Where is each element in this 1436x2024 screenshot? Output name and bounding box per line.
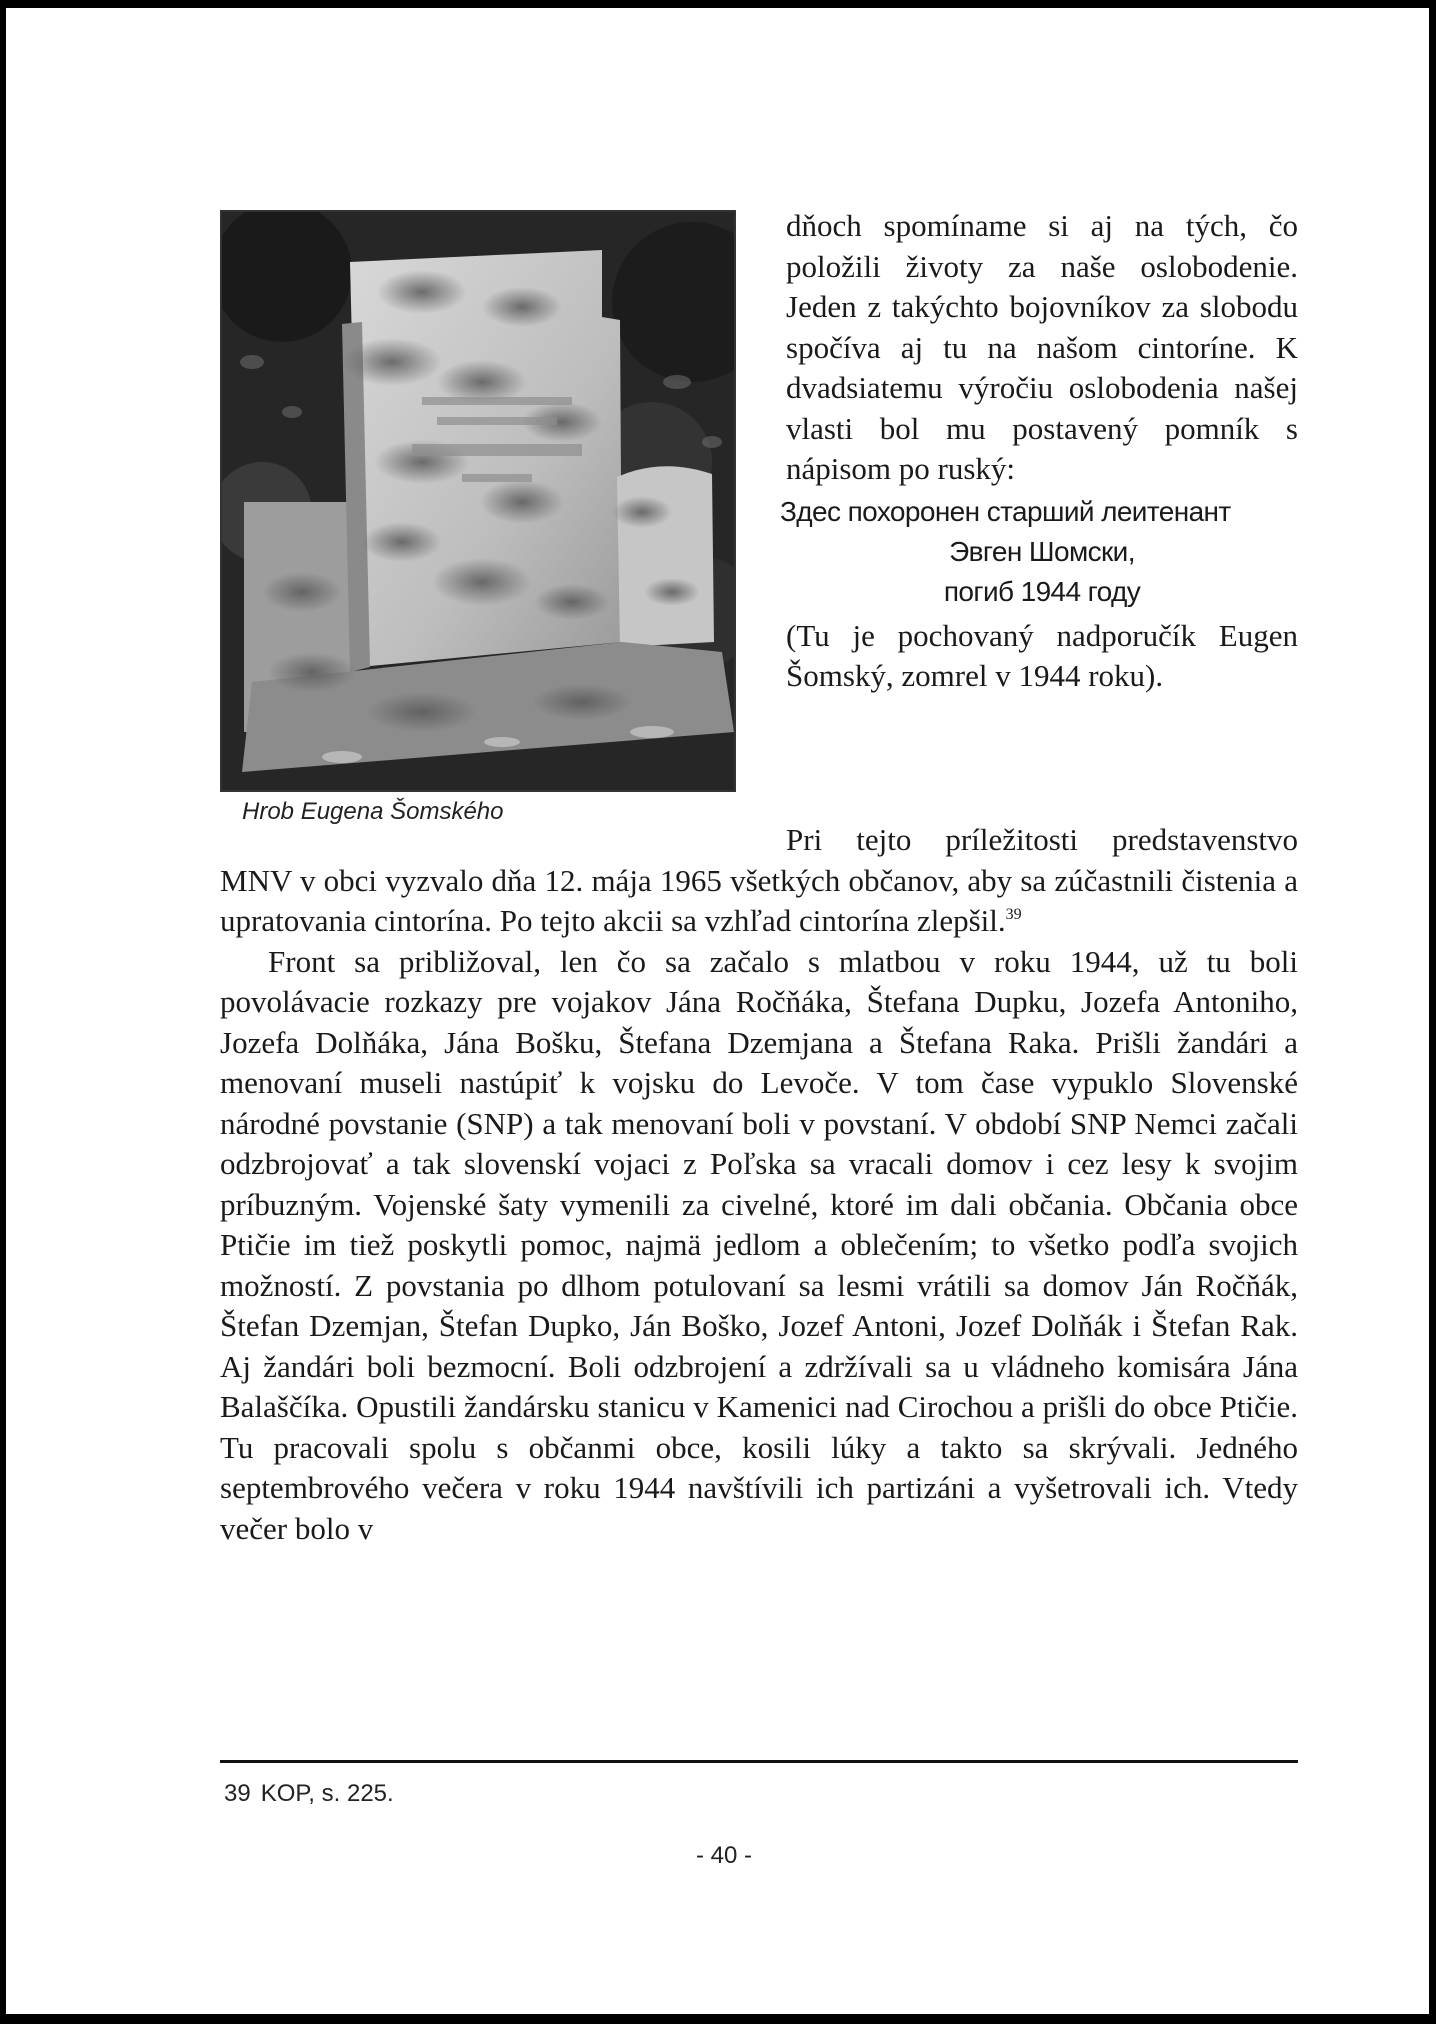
gravestone-photo [220,210,736,792]
paragraph-memorial: dňoch spomíname si aj na tých, čo položili životy za naše oslobodenie. Jeden z takýchto bojovníkov za slobodu spočíva aj tu na našom cintoríne. K dvadsiatemu výročiu oslobodenia našej vlasti bol mu postavený pomník s nápisom po ruský: [786,208,1298,486]
inscription-line-1: Здес похоронен старший леитенант [780,495,1231,527]
paragraph-cemetery-cleanup-text: Pri tejto príležitosti predstavenstvo MNV v obci vyzvalo dňa 12. mája 1965 všetkých občanov, aby sa zúčastnili čistenia a upratovania cintorína. Po tejto akcii sa vzhľad cintorína zlepšil. [220,822,1298,938]
paragraph-translation: (Tu je pochovaný nadporučík Eugen Šomský, zomrel v 1944 roku). [786,617,1298,693]
gravestone-image [222,212,734,790]
right-column-text [780,206,1298,697]
inscription-line-3: погиб 1944 году [943,575,1141,607]
footnote-divider [220,1760,1298,1763]
page-number: - 40 - [695,1842,752,1869]
footnote [224,1780,394,1808]
photo-caption: Hrob Eugena Šomského [242,798,504,825]
main-body-text [220,820,1298,1549]
paragraph-front: Front sa približoval, len čo sa začalo s mlatbou v roku 1944, už tu boli povolávacie rozkazy pre vojakov Jána Ročňáka, Štefana Dupku, Jozefa Antoniho, Jozefa Dolňáka, Jána Bošku, Štefana Dzemjana a Štefana Raka. Prišli žandári a menovaní museli nastúpiť k vojsku do Levoče. V tom čase vypuklo Slovenské národné povstanie (SNP) a tak menovaní boli v povstaní. V období SNP Nemci začali odzbrojovať a tak slovenskí vojaci z Poľska sa vracali domov i cez lesy k svojim príbuzným. Vojenské šaty vymenili za civelné, ktoré im dali občania. Občania obce Ptičie im tiež poskytli pomoc, najmä jedlom a oblečením; to všetko podľa svojich možností. Z povstania po dlhom potulovaní sa lesmi vrátili sa domov Ján Ročňák, Štefan Dzemjan, Štefan Dupko, Ján Boško, Jozef Antoni, Jozef Dolňák i Štefan Rak. Aj žandári boli bezmocní. Boli odzbrojení a zdržívali sa u vládneho komisára Jána Balaščíka. Opustili žandársku stanicu v Kamenici nad Cirochou a prišli do obce Ptičie. Tu pracovali spolu s občanmi obce, kosili lúky a takto sa skrývali. Jedného septembrového večera v roku 1944 navštívili ich partizáni a vyšetrovali ich. Vtedy večer bolo v [220,943,1298,1546]
footnote-text: KOP, s. 225. [260,1780,394,1807]
footnote-reference: 39 [1005,906,1022,923]
russian-inscription [780,492,1298,612]
footnote-number: 39 [224,1780,251,1807]
paragraph-cemetery-cleanup [220,820,1298,942]
inscription-line-2: Эвген Шомски, [949,535,1135,567]
